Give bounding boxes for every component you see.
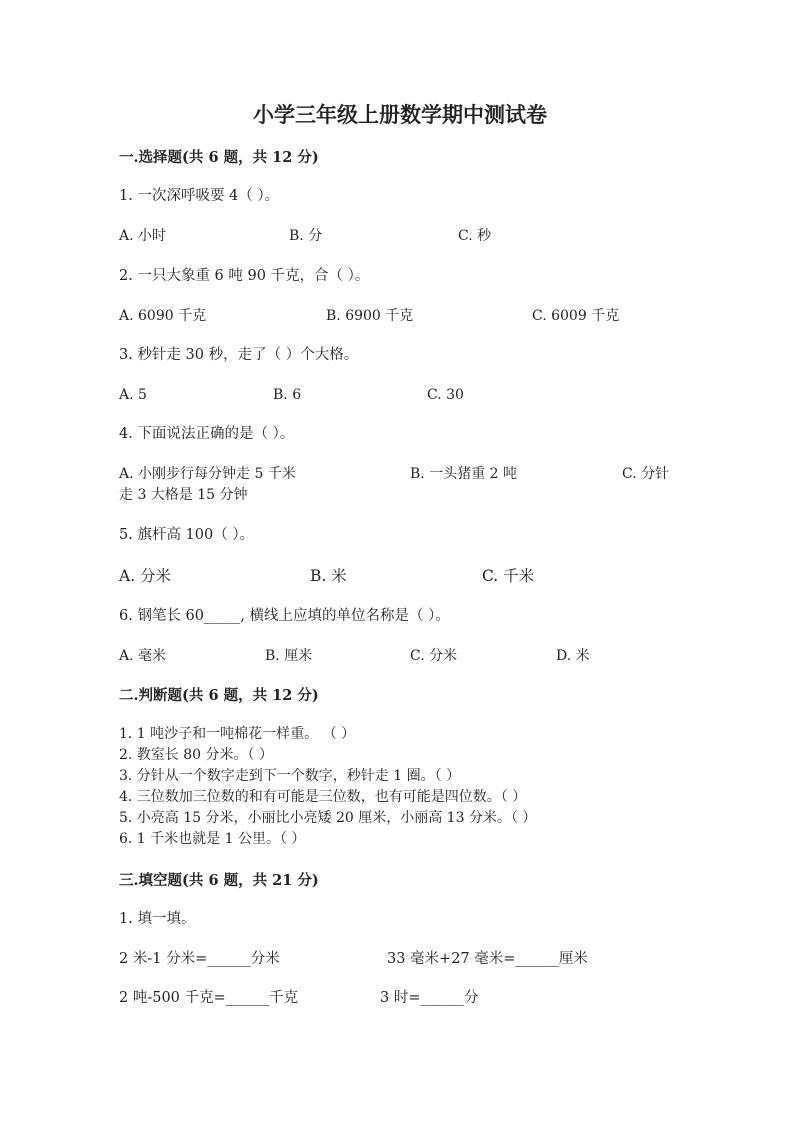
option-c: C. 千米 [482, 567, 535, 585]
section-heading-fill: 三.填空题(共 6 题，共 21 分) [119, 872, 319, 889]
option-c-continued: 走 3 大格是 15 分钟 [119, 487, 248, 503]
option-b: B. 厘米 [265, 648, 313, 664]
question-stem: 1. 一次深呼吸要 4（ ）。 [119, 188, 280, 204]
question-stem: 5. 旗杆高 100（ ）。 [119, 527, 255, 543]
question-stem: 6. 钢笔长 60_____, 横线上应填的单位名称是（ ）。 [119, 608, 450, 624]
option-a: A. 6090 千克 [119, 308, 207, 324]
option-b: B. 一头猪重 2 吨 [410, 466, 517, 482]
page-title: 小学三年级上册数学期中测试卷 [253, 102, 547, 127]
question-stem: 2. 一只大象重 6 吨 90 千克，合（ ）。 [119, 268, 370, 284]
option-c: C. 分米 [410, 648, 458, 664]
option-a: A. 分米 [119, 567, 172, 585]
judge-item: 2. 教室长 80 分米。（ ） [119, 747, 273, 763]
judge-item: 3. 分针从一个数字走到下一个数字，秒针走 1 圈。（ ） [119, 768, 461, 784]
judge-item: 5. 小亮高 15 分米，小丽比小亮矮 20 厘米，小丽高 13 分米。（ ） [119, 810, 537, 826]
fill-item: 33 毫米+27 毫米=______厘米 [387, 951, 588, 967]
option-c: C. 30 [427, 387, 464, 403]
option-b: B. 6900 千克 [326, 308, 414, 324]
option-a: A. 5 [119, 387, 147, 403]
judge-item: 4. 三位数加三位数的和有可能是三位数，也有可能是四位数。（ ） [119, 789, 527, 805]
option-b: B. 米 [310, 567, 347, 585]
option-d: D. 米 [556, 648, 590, 664]
fill-item: 3 时=______分 [380, 990, 479, 1006]
fill-item: 2 米-1 分米=______分米 [119, 951, 280, 967]
judge-item: 1. 1 吨沙子和一吨棉花一样重。 （ ） [119, 726, 356, 742]
judge-item: 6. 1 千米也就是 1 公里。（ ） [119, 831, 306, 847]
fill-item: 2 吨-500 千克=______千克 [119, 990, 299, 1006]
section-heading-judge: 二.判断题(共 6 题，共 12 分) [119, 687, 319, 704]
option-c: C. 秒 [458, 228, 492, 244]
section-heading-choice: 一.选择题(共 6 题，共 12 分) [119, 149, 319, 166]
option-a: A. 小刚步行每分钟走 5 千米 [119, 466, 296, 482]
option-c: C. 分针 [622, 466, 670, 482]
option-a: A. 小时 [119, 228, 167, 244]
option-b: B. 分 [289, 228, 323, 244]
question-stem: 4. 下面说法正确的是（ ）。 [119, 426, 295, 442]
option-a: A. 毫米 [119, 648, 167, 664]
question-stem: 1. 填一填。 [119, 911, 196, 927]
option-c: C. 6009 千克 [532, 308, 620, 324]
question-stem: 3. 秒针走 30 秒，走了（ ）个大格。 [119, 347, 359, 363]
option-b: B. 6 [273, 387, 302, 403]
